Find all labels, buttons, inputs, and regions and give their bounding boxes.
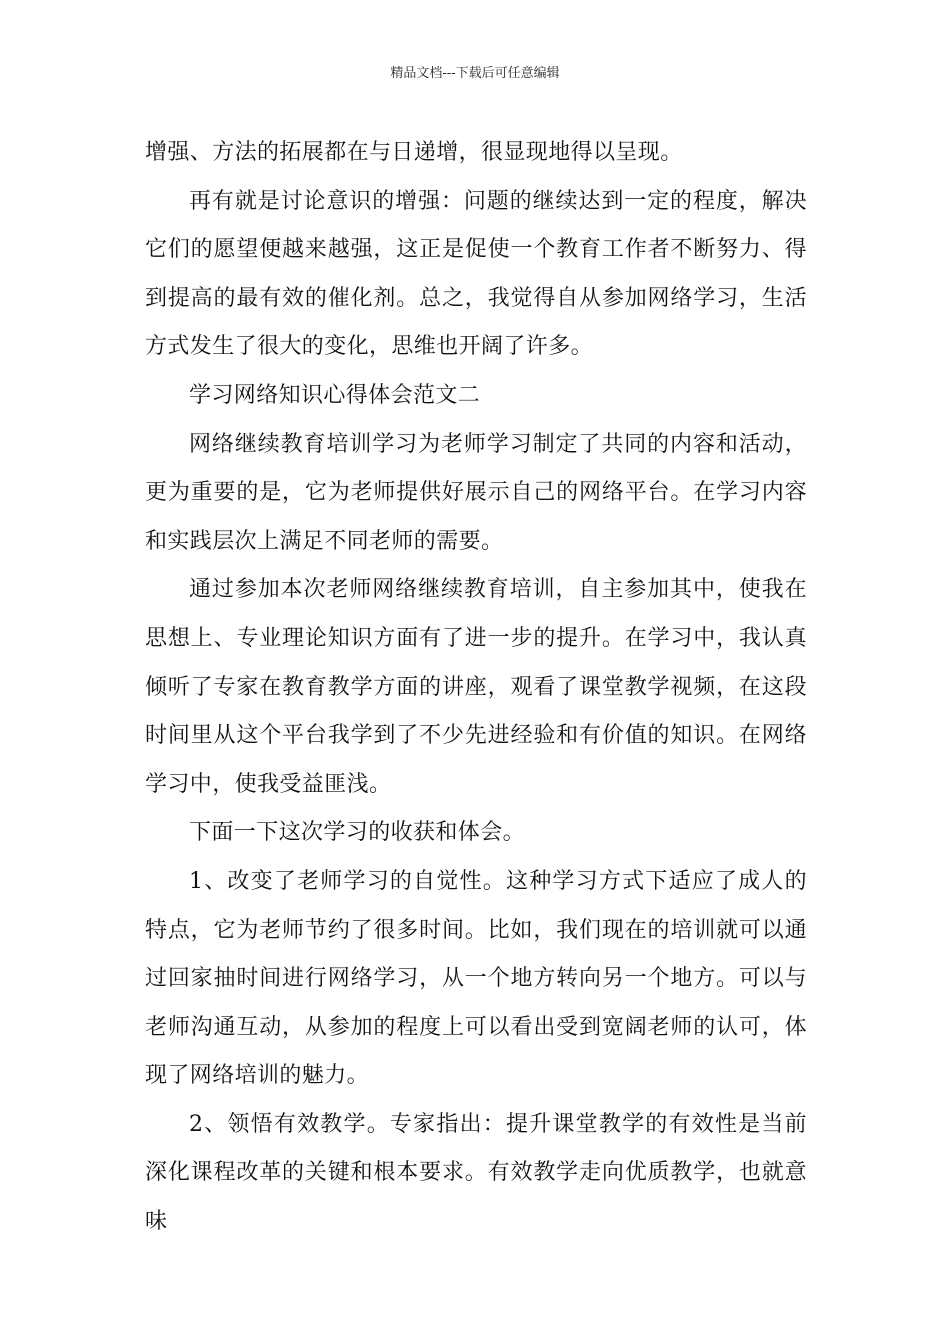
- page-header: 精品文档---下载后可任意编辑: [390, 66, 560, 81]
- paragraph-training-gains: 通过参加本次老师网络继续教育培训，自主参加其中，使我在思想上、专业理论知识方面有了进一步的提升。在学习中，我认真倾听了专家在教育教学方面的讲座，观看了课堂教学视频，在这段时间里从这个平台我学到了不少先进经验和有价值的知识。在网络学习中，使我受益匪浅。: [145, 577, 807, 797]
- section-heading-sample-two: 学习网络知识心得体会范文二: [189, 382, 481, 408]
- paragraph-point-two: 2、领悟有效教学。专家指出：提升课堂教学的有效性是当前深化课程改革的关键和根本要求。有效教学走向优质教学，也就意味: [145, 1111, 807, 1235]
- paragraph-training-overview: 网络继续教育培训学习为老师学习制定了共同的内容和活动，更为重要的是，它为老师提供好展示自己的网络平台。在学习内容和实践层次上满足不同老师的需要。: [145, 431, 807, 554]
- paragraph-point-one: 1、改变了老师学习的自觉性。这种学习方式下适应了成人的特点，它为老师节约了很多时间。比如，我们现在的培训就可以通过回家抽时间进行网络学习，从一个地方转向另一个地方。可以与老师沟通互动，从参加的程度上可以看出受到宽阔老师的认可，体现了网络培训的魅力。: [145, 868, 807, 1089]
- document-body: [145, 129, 807, 1247]
- paragraph-continuation: 增强、方法的拓展都在与日递增，很显现地得以呈现。: [145, 140, 683, 165]
- paragraph-discussion-awareness: 再有就是讨论意识的增强：问题的继续达到一定的程度，解决它们的愿望便越来越强，这正是促使一个教育工作者不断努力、得到提高的最有效的催化剂。总之，我觉得自从参加网络学习，生活方式发生了很大的变化，思维也开阔了许多。: [145, 188, 807, 360]
- paragraph-summary-intro: 下面一下这次学习的收获和体会。: [189, 820, 526, 846]
